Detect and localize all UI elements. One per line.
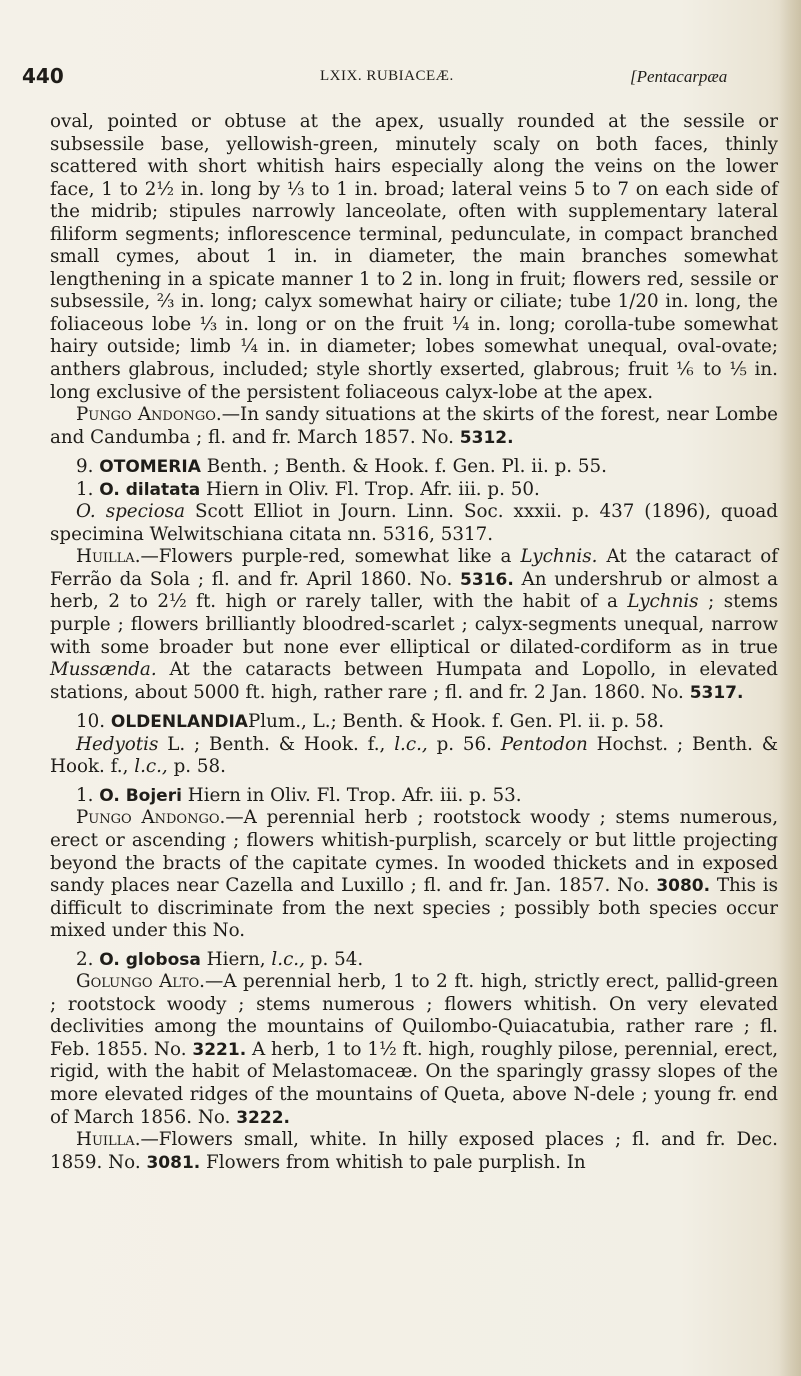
- locality-name: Golungo Alto.: [76, 971, 205, 993]
- synonym-paragraph: O. speciosa Scott Elliot in Journ. Linn. Soc. xxxii. p. 437 (1896), quoad specimina Welwitschiana citata nn. 5316, 5317.: [50, 501, 778, 545]
- specimen-number: 3221.: [192, 1039, 247, 1060]
- locality-name: Pungo Andongo.: [76, 807, 226, 829]
- genus-heading: 9. OTOMERIA Benth. ; Benth. & Hook. f. Gen. Pl. ii. p. 55.: [76, 456, 607, 478]
- running-head: [22, 66, 762, 90]
- page-number: 440: [22, 64, 64, 88]
- specimen-number: 3080.: [656, 876, 711, 897]
- genus-name: OTOMERIA: [99, 457, 201, 478]
- specimen-record: Pungo Andongo.—In sandy situations at the skirts of the forest, near Lombe and Candumba ; fl. and fr. March 1857. No. 5312.: [50, 404, 778, 448]
- synonym-name: O. speciosa: [76, 501, 185, 523]
- specimen-number: 3081.: [146, 1152, 201, 1173]
- locality-name: Huilla.: [76, 546, 141, 568]
- genus-heading: 10. OLDENLANDIAPlum., L.; Benth. & Hook. f. Gen. Pl. ii. p. 58.: [76, 711, 665, 733]
- specimen-record: Golungo Alto.—A perennial herb, 1 to 2 ft. high, strictly erect, pallid-green ; rootstock woody ; stems numerous ; flowers whitish. On very elevated declivities among the mountains of Quilombo-Quiacatubia, rather rare ; fl. Feb. 1855. No. 3221. A herb, 1 to 1½ ft. high, roughly pilose, perennial, erect, rigid, with the habit of Melastomaceæ. On the sparingly grassy slopes of the more elevated ridges of the mountains of Queta, above N-dele ; young fr. end of March 1856. No. 3222.: [50, 971, 779, 1128]
- specimen-number: 5317.: [689, 682, 744, 703]
- species-heading: 1. O. Bojeri Hiern in Oliv. Fl. Trop. Afr. iii. p. 53.: [76, 784, 522, 806]
- description-paragraph: oval, pointed or obtuse at the apex, usually rounded at the sessile or subsessile base, yellowish-green, minutely scaly on both faces, thinly scattered with short whitish hairs especially along the veins on the lower face, 1 to 2½ in. long by ⅓ to 1 in. broad; lateral veins 5 to 7 on each side of the midrib; stipules narrowly lanceolate, often with supplementary lateral filiform segments; inflorescence terminal, pedunculate, in compact branched small cymes, about 1 in. in diameter, the main branches somewhat lengthening in a spicate manner 1 to 2 in. long in fruit; flowers red, sessile or subsessile, ⅔ in. long; calyx somewhat hairy or ciliate; tube 1/20 in. long, the foliaceous lobe ⅓ in. long or on the fruit ¼ in. long; corolla-tube somewhat hairy outside; limb ¼ in. in diameter; lobes somewhat unequal, oval-ovate; anthers glabrous, included; style shortly exserted, glabrous; fruit ⅙ to ⅕ in. long exclusive of the persistent foliaceous calyx-lobe at the apex.: [50, 111, 778, 403]
- species-heading: 1. O. dilatata Hiern in Oliv. Fl. Trop. Afr. iii. p. 50.: [76, 478, 540, 500]
- specimen-record: Huilla.—Flowers small, white. In hilly exposed places ; fl. and fr. Dec. 1859. No. 3081. Flowers from whitish to pale purplish. In: [50, 1129, 778, 1173]
- locality-name: Huilla.: [76, 1129, 141, 1151]
- running-title: LXIX. RUBIACEÆ.: [320, 68, 454, 84]
- section-title: [Pentacarpæa: [630, 67, 728, 86]
- specimen-number: 5312.: [459, 427, 514, 448]
- species-name: O. Bojeri: [99, 785, 182, 806]
- page-edge-shadow: [779, 0, 801, 1376]
- specimen-number: 3222.: [236, 1107, 290, 1128]
- body-text: [50, 111, 778, 1174]
- locality-name: Pungo Andongo.: [76, 404, 222, 426]
- specimen-record: Huilla.—Flowers purple-red, somewhat like a Lychnis. At the cataract of Ferrão da Sola ; fl. and fr. April 1860. No. 5316. An undershrub or almost a herb, 2 to 2½ ft. high or rarely taller, with the habit of a Lychnis ; stems purple ; flowers brilliantly bloodred-scarlet ; calyx-segments unequal, narrow with some broader but none ever elliptical or dilated-cordiform as in true Mussænda. At the cataracts between Humpata and Lopollo, in elevated stations, about 5000 ft. high, rather rare ; fl. and fr. 2 Jan. 1860. No. 5317.: [50, 546, 779, 703]
- synonym-paragraph: Hedyotis L. ; Benth. & Hook. f., l.c., p. 56. Pentodon Hochst. ; Benth. & Hook. f., l.c., p. 58.: [50, 733, 779, 778]
- specimen-record: Pungo Andongo.—A perennial herb ; rootstock woody ; stems numerous, erect or ascending ; flowers whitish-purplish, scarcely or but little projecting beyond the bracts of the capitate cymes. In wooded thickets and in exposed sandy places near Cazella and Luxillo ; fl. and fr. Jan. 1857. No. 3080. This is difficult to discriminate from the next species ; possibly both species occur mixed under this No.: [50, 807, 778, 942]
- species-name: O. globosa: [99, 949, 201, 970]
- specimen-number: 5316.: [460, 569, 514, 590]
- species-heading: 2. O. globosa Hiern, l.c., p. 54.: [76, 948, 364, 970]
- genus-name: OLDENLANDIA: [110, 712, 248, 733]
- species-name: O. dilatata: [99, 479, 201, 500]
